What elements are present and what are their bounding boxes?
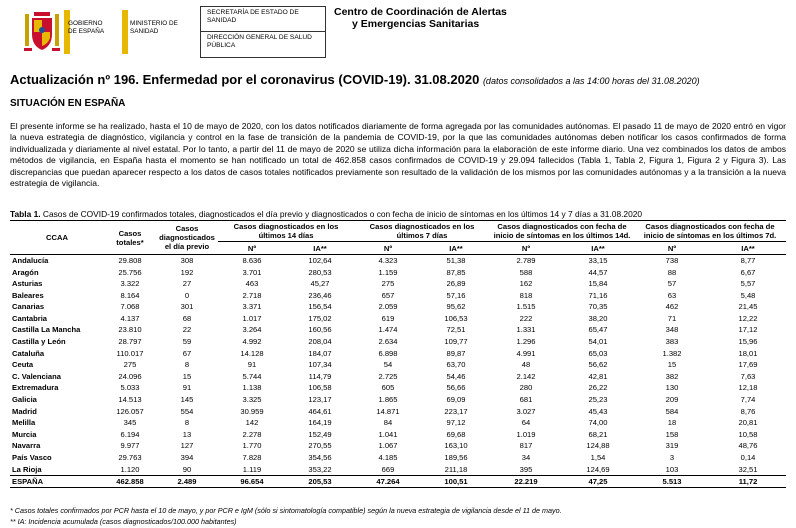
value-cell: 95,62	[446, 302, 466, 312]
value-cell: 2.718	[242, 290, 262, 300]
value-cell: 84	[383, 418, 393, 428]
value-cell: 25,23	[588, 395, 608, 405]
value-cell: 63	[667, 290, 677, 300]
region-name-cell: Madrid	[12, 406, 37, 416]
col-ccaa: CCAA	[10, 221, 104, 255]
value-cell: 158	[665, 429, 679, 439]
region-name-cell: Murcia	[12, 429, 37, 439]
value-cell: 63,70	[446, 360, 466, 370]
value-cell: 0,14	[740, 453, 756, 462]
region-name-cell: La Rioja	[12, 464, 42, 474]
value-cell: 205,53	[286, 475, 354, 487]
value-cell: 280,53	[308, 267, 332, 277]
value-cell: 1.120	[120, 464, 140, 474]
value-cell: 68	[182, 313, 192, 323]
value-cell: 30.959	[240, 406, 264, 416]
table-row	[10, 359, 786, 371]
value-cell: 280	[519, 383, 533, 393]
region-name-cell: Extremadura	[12, 383, 59, 393]
value-cell: 4.137	[120, 313, 140, 323]
value-cell: 71	[667, 313, 677, 323]
value-cell: 142	[245, 418, 259, 428]
value-cell: 29.808	[118, 256, 142, 265]
table-row	[10, 452, 786, 464]
value-cell: 236,46	[308, 290, 332, 300]
value-cell: 6.898	[378, 348, 398, 358]
value-cell: 4.992	[242, 337, 262, 347]
value-cell: 2.789	[516, 256, 536, 265]
value-cell: 1.067	[378, 441, 398, 451]
value-cell: 4.323	[378, 256, 398, 265]
value-cell: 211,18	[444, 464, 468, 474]
value-cell: 8,77	[740, 256, 756, 265]
value-cell: 124,69	[586, 464, 610, 474]
col-group-symptoms-14d: Casos diagnosticados con fecha de inicio de síntomas en los últimos 14d.	[490, 221, 634, 242]
table-row	[10, 290, 786, 302]
value-cell: 464,61	[308, 406, 332, 416]
value-cell: 1.019	[516, 429, 536, 439]
value-cell: 27	[182, 279, 192, 289]
covid-cases-table	[10, 220, 786, 488]
logo-government-text: GOBIERNO DE ESPAÑA	[68, 20, 105, 35]
value-cell: 127	[180, 441, 194, 451]
col-total: Casos totales*	[104, 221, 156, 255]
table-row	[10, 371, 786, 383]
value-cell: 107,34	[308, 360, 332, 370]
table-caption-label: Tabla 1.	[10, 209, 41, 219]
value-cell: 5.744	[242, 371, 262, 381]
region-name-cell: Melilla	[12, 418, 36, 428]
value-cell: 64	[521, 418, 531, 428]
col-n: Nº	[634, 242, 710, 255]
value-cell: 97,12	[446, 418, 466, 428]
value-cell: 88	[667, 267, 677, 277]
value-cell: 12,22	[738, 313, 758, 323]
value-cell: 2.489	[156, 475, 218, 487]
table-row	[10, 255, 786, 267]
col-group-symptoms-7d: Casos diagnosticados con fecha de inicio de síntomas en los últimos 7d.	[634, 221, 786, 242]
table-caption	[10, 209, 642, 219]
region-name-cell: Andalucía	[12, 256, 49, 265]
value-cell: 29.763	[118, 453, 142, 462]
value-cell: 395	[519, 464, 533, 474]
value-cell: 275	[381, 279, 395, 289]
value-cell: 56,62	[588, 360, 608, 370]
value-cell: 47,25	[562, 475, 634, 487]
value-cell: 42,81	[588, 371, 608, 381]
value-cell: 32,51	[738, 464, 758, 474]
value-cell: 15	[182, 371, 192, 381]
value-cell: 738	[665, 256, 679, 265]
value-cell: 319	[665, 441, 679, 451]
value-cell: 14.128	[240, 348, 264, 358]
value-cell: 18	[667, 418, 677, 428]
value-cell: 48	[521, 360, 531, 370]
footnote-total-cases: * Casos totales confirmados por PCR hasta el 10 de mayo, y por PCR e IgM (sólo si sintomatología compatible) según la nueva estrategia de vigilancia desde el 11 de mayo.	[10, 506, 562, 515]
value-cell: 383	[665, 337, 679, 347]
table-caption-text: Casos de COVID-19 confirmados totales, diagnosticados el día previo y diagnosticados o con fecha de inicio de síntomas en los últimos 14 y 7 días a 31.08.2020	[40, 209, 643, 219]
value-cell: 103	[665, 464, 679, 474]
value-cell: 87,85	[446, 267, 466, 277]
value-cell: 89,87	[446, 348, 466, 358]
value-cell: 1,54	[590, 453, 606, 462]
value-cell: 382	[665, 371, 679, 381]
col-ia: IA**	[422, 242, 490, 255]
value-cell: 91	[182, 383, 192, 393]
col-ia: IA**	[286, 242, 354, 255]
value-cell: 13	[182, 429, 192, 439]
value-cell: 669	[381, 464, 395, 474]
col-ia: IA**	[562, 242, 634, 255]
government-logo	[22, 10, 192, 54]
col-n: Nº	[490, 242, 562, 255]
value-cell: 25.756	[118, 267, 142, 277]
value-cell: 17,12	[738, 325, 758, 335]
value-cell: 584	[665, 406, 679, 416]
value-cell: 4.185	[378, 453, 398, 462]
value-cell: 26,89	[446, 279, 466, 289]
value-cell: 184,07	[308, 348, 332, 358]
value-cell: 2.142	[516, 371, 536, 381]
value-cell: 5.033	[120, 383, 140, 393]
value-cell: 1.138	[242, 383, 262, 393]
value-cell: 69,68	[446, 429, 466, 439]
value-cell: 160,56	[308, 325, 332, 335]
value-cell: 1.382	[662, 348, 682, 358]
value-cell: 114,79	[308, 371, 332, 381]
value-cell: 70,35	[588, 302, 608, 312]
value-cell: 3.325	[242, 395, 262, 405]
value-cell: 9.977	[120, 441, 140, 451]
region-name-cell: Canarias	[12, 302, 45, 312]
region-name-cell: Cantabria	[12, 313, 48, 323]
value-cell: 109,77	[444, 337, 468, 347]
table-row	[10, 382, 786, 394]
table-row	[10, 464, 786, 476]
col-group-7d: Casos diagnosticados en los últimos 7 días	[354, 221, 490, 242]
col-n: Nº	[354, 242, 422, 255]
col-group-14d: Casos diagnosticados en los últimos 14 días	[218, 221, 354, 242]
value-cell: 5,48	[740, 290, 756, 300]
value-cell: 72,51	[446, 325, 466, 335]
value-cell: 817	[519, 441, 533, 451]
region-name-cell: C. Valenciana	[12, 371, 61, 381]
value-cell: 34	[521, 453, 531, 462]
value-cell: 7,63	[740, 371, 756, 381]
value-cell: 681	[519, 395, 533, 405]
value-cell: 1.515	[516, 302, 536, 312]
value-cell: 2.725	[378, 371, 398, 381]
value-cell: 394	[180, 453, 194, 462]
value-cell: 28.797	[118, 337, 142, 347]
header-boxes	[200, 6, 326, 58]
value-cell: 7.068	[120, 302, 140, 312]
value-cell: 1.041	[378, 429, 398, 439]
region-name-cell: ESPAÑA	[10, 475, 104, 487]
value-cell: 164,19	[308, 418, 332, 428]
value-cell: 51,38	[446, 256, 466, 265]
value-cell: 15	[667, 360, 677, 370]
value-cell: 209	[665, 395, 679, 405]
value-cell: 345	[123, 418, 137, 428]
region-name-cell: Aragón	[12, 267, 39, 277]
value-cell: 90	[182, 464, 192, 474]
value-cell: 354,56	[308, 453, 332, 462]
region-name-cell: Baleares	[12, 290, 44, 300]
region-name-cell: Ceuta	[12, 360, 34, 370]
value-cell: 8.636	[242, 256, 262, 265]
value-cell: 462.858	[104, 475, 156, 487]
value-cell: 7.828	[242, 453, 262, 462]
value-cell: 22	[182, 325, 192, 335]
value-cell: 301	[180, 302, 194, 312]
value-cell: 59	[182, 337, 192, 347]
value-cell: 1.770	[242, 441, 262, 451]
value-cell: 1.865	[378, 395, 398, 405]
value-cell: 24.096	[118, 371, 142, 381]
section-heading: SITUACIÓN EN ESPAÑA	[10, 98, 126, 109]
value-cell: 3.264	[242, 325, 262, 335]
value-cell: 3.701	[242, 267, 262, 277]
value-cell: 175,02	[308, 313, 332, 323]
value-cell: 3.371	[242, 302, 262, 312]
value-cell: 7,74	[740, 395, 756, 405]
value-cell: 22.219	[490, 475, 562, 487]
value-cell: 818	[519, 290, 533, 300]
value-cell: 110.017	[116, 348, 144, 358]
region-name-cell: Cataluña	[12, 348, 45, 358]
table-row	[10, 394, 786, 406]
region-name-cell: Galicia	[12, 395, 37, 405]
region-name-cell: Castilla La Mancha	[12, 325, 81, 335]
value-cell: 2.059	[378, 302, 398, 312]
value-cell: 3.322	[120, 279, 140, 289]
value-cell: 124,88	[586, 441, 610, 451]
value-cell: 8	[184, 360, 190, 370]
value-cell: 38,20	[588, 313, 608, 323]
value-cell: 65,47	[588, 325, 608, 335]
value-cell: 69,09	[446, 395, 466, 405]
value-cell: 23.810	[118, 325, 142, 335]
value-cell: 6,67	[740, 267, 756, 277]
value-cell: 162	[519, 279, 533, 289]
table-row	[10, 301, 786, 313]
value-cell: 152,49	[308, 429, 332, 439]
value-cell: 1.296	[516, 337, 536, 347]
col-prev-day: Casos diagnosticados el día previo	[156, 221, 218, 255]
value-cell: 2.634	[378, 337, 398, 347]
table-row	[10, 278, 786, 290]
value-cell: 91	[247, 360, 257, 370]
value-cell: 270,55	[308, 441, 332, 451]
value-cell: 605	[381, 383, 395, 393]
value-cell: 130	[665, 383, 679, 393]
value-cell: 5.513	[634, 475, 710, 487]
value-cell: 4.991	[516, 348, 536, 358]
value-cell: 145	[180, 395, 194, 405]
col-ia: IA**	[710, 242, 786, 255]
table-row	[10, 266, 786, 278]
value-cell: 123,17	[308, 395, 332, 405]
value-cell: 15,84	[588, 279, 608, 289]
value-cell: 48,76	[738, 441, 758, 451]
center-name-line1: Centro de Coordinación de Alertas	[334, 6, 507, 18]
value-cell: 57,16	[446, 290, 466, 300]
value-cell: 100,51	[422, 475, 490, 487]
table-row	[10, 429, 786, 441]
value-cell: 1.331	[516, 325, 536, 335]
value-cell: 1.474	[378, 325, 398, 335]
value-cell: 96.654	[218, 475, 286, 487]
value-cell: 554	[180, 406, 194, 416]
value-cell: 11,72	[710, 475, 786, 487]
value-cell: 44,57	[588, 267, 608, 277]
table-row	[10, 313, 786, 325]
region-name-cell: Castilla y León	[12, 337, 66, 347]
value-cell: 462	[665, 302, 679, 312]
value-cell: 54,01	[588, 337, 608, 347]
value-cell: 8	[184, 418, 190, 428]
center-name-line2: y Emergencias Sanitarias	[352, 18, 480, 30]
value-cell: 8,76	[740, 406, 756, 416]
value-cell: 348	[665, 325, 679, 335]
report-title-text: Actualización nº 196. Enfermedad por el coronavirus (COVID-19). 31.08.2020	[10, 72, 480, 87]
value-cell: 54,46	[446, 371, 466, 381]
value-cell: 657	[381, 290, 395, 300]
intro-paragraph: El presente informe se ha realizado, hasta el 10 de mayo de 2020, con los datos notificados diariamente de forma agregada por las comunidades autónomas. El pasado 11 de mayo de 2020 entró en vigor la nueva estrategia de diagnóstico, vigilancia y control en la fase de transición de la pandemia de COVID-19, por la que las comunidades autónomas deben notificar los casos confirmados de forma individualizada y diariamente al nivel estatal. Por lo tanto, a partir del 11 de mayo de 2020 se utiliza dicha información para la elaboración de este informe diario. Una vez combinados los datos de ambos métodos de vigilancia, en España hasta el momento se han notificado un total de 462.858 casos confirmados de COVID-19 y 29.094 fallecidos (Tabla 1, Tabla 2, Figura 1, Figura 2 y Figura 3). Las discrepancias que puedan aparecer respecto a los datos de casos totales notificados previamente son resultado de la validación de los mismos por las comunidades autónomas y a la transición a la nueva estrategia de vigilancia.	[10, 121, 786, 189]
value-cell: 20,81	[738, 418, 758, 428]
table-row	[10, 336, 786, 348]
center-name	[334, 6, 507, 30]
value-cell: 65,03	[588, 348, 608, 358]
value-cell: 71,16	[588, 290, 608, 300]
value-cell: 163,10	[444, 441, 468, 451]
value-cell: 208,04	[308, 337, 332, 347]
value-cell: 223,17	[444, 406, 468, 416]
value-cell: 3	[669, 453, 675, 462]
value-cell: 222	[519, 313, 533, 323]
coat-of-arms-icon	[22, 10, 62, 54]
value-cell: 2.278	[242, 429, 262, 439]
value-cell: 106,58	[308, 383, 332, 393]
value-cell: 17,69	[738, 360, 758, 370]
value-cell: 45,27	[310, 279, 330, 289]
value-cell: 56,66	[446, 383, 466, 393]
region-name-cell: Asturias	[12, 279, 43, 289]
value-cell: 67	[182, 348, 192, 358]
value-cell: 1.159	[378, 267, 398, 277]
value-cell: 619	[381, 313, 395, 323]
table-row	[10, 324, 786, 336]
value-cell: 463	[245, 279, 259, 289]
table-total-row	[10, 475, 786, 487]
value-cell: 45,43	[588, 406, 608, 416]
report-title	[10, 72, 700, 87]
col-n: Nº	[218, 242, 286, 255]
value-cell: 308	[180, 256, 194, 265]
table-row	[10, 406, 786, 418]
value-cell: 1.017	[242, 313, 262, 323]
directorate-box: DIRECCIÓN GENERAL DE SALUD PÚBLICA	[200, 32, 326, 58]
value-cell: 102,64	[308, 256, 332, 265]
value-cell: 275	[123, 360, 137, 370]
footnote-incidence: ** IA: Incidencia acumulada (casos diagnosticados/100.000 habitantes)	[10, 517, 237, 526]
value-cell: 74,00	[588, 418, 608, 428]
value-cell: 15,96	[738, 337, 758, 347]
value-cell: 189,56	[444, 453, 468, 462]
value-cell: 54	[383, 360, 393, 370]
value-cell: 6.194	[120, 429, 140, 439]
report-title-note: (datos consolidados a las 14:00 horas del 31.08.2020)	[482, 76, 700, 86]
value-cell: 353,22	[308, 464, 332, 474]
value-cell: 33,15	[588, 256, 608, 265]
value-cell: 106,53	[444, 313, 468, 323]
logo-ministry-text: MINISTERIO DE SANIDAD	[130, 20, 178, 35]
value-cell: 21,45	[738, 302, 758, 312]
value-cell: 156,54	[308, 302, 332, 312]
table-row	[10, 440, 786, 452]
value-cell: 18,01	[738, 348, 758, 358]
value-cell: 14.871	[376, 406, 400, 416]
value-cell: 1.119	[242, 464, 262, 474]
table-row	[10, 348, 786, 360]
value-cell: 0	[184, 290, 190, 300]
value-cell: 8.164	[120, 290, 140, 300]
table-row	[10, 417, 786, 429]
secretariat-box: SECRETARÍA DE ESTADO DE SANIDAD	[200, 6, 326, 32]
value-cell: 192	[180, 267, 194, 277]
value-cell: 14.513	[118, 395, 142, 405]
value-cell: 57	[667, 279, 677, 289]
value-cell: 26,22	[588, 383, 608, 393]
value-cell: 5,57	[740, 279, 756, 289]
value-cell: 10,58	[738, 429, 758, 439]
value-cell: 588	[519, 267, 533, 277]
value-cell: 126.057	[116, 406, 144, 416]
value-cell: 12,18	[738, 383, 758, 393]
region-name-cell: Navarra	[12, 441, 41, 451]
region-name-cell: País Vasco	[12, 453, 52, 462]
value-cell: 68,21	[588, 429, 608, 439]
value-cell: 3.027	[516, 406, 536, 416]
value-cell: 47.264	[354, 475, 422, 487]
logo-divider	[122, 10, 128, 54]
report-header	[0, 0, 796, 66]
table-body	[10, 255, 786, 488]
